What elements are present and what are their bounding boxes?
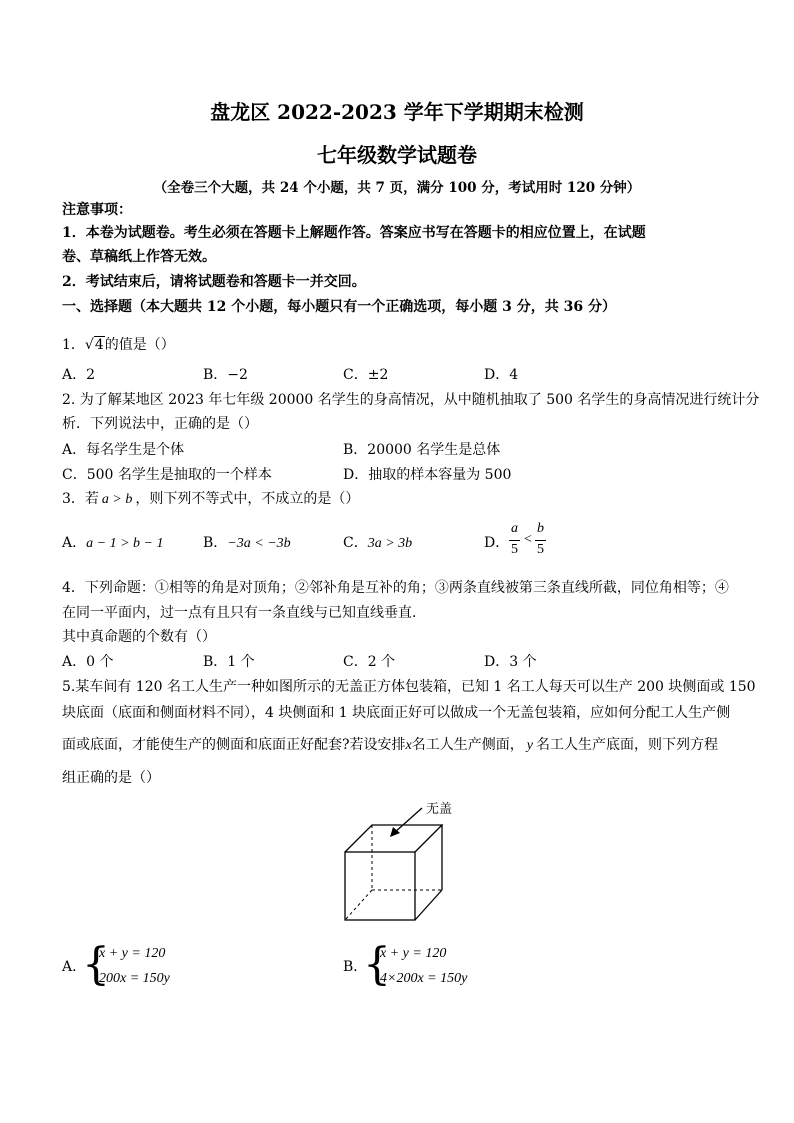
q5-option-b-label: B． — [343, 959, 368, 975]
question-2-cont: 析．下列说法中，正确的是（） — [62, 416, 258, 432]
fraction-bar — [509, 540, 520, 541]
exam-subject-title: 七年级数学试题卷 — [317, 143, 477, 167]
var-y: y — [526, 738, 533, 753]
q3-option-a: A．a − 1 > b − 1 — [62, 535, 164, 551]
q3-condition: a > b — [101, 492, 133, 507]
q2-option-b: B．20000 名学生是总体 — [343, 442, 501, 458]
q3-d-denominator-1: 5 — [511, 542, 518, 557]
sqrt-icon: √ — [84, 337, 94, 353]
exam-info: （全卷三个大题，共 24 个小题，共 7 页，满分 100 分，考试用时 120 分钟） — [153, 180, 641, 196]
question-5: 5.某车间有 120 名工人生产一种如图所示的无盖正方体包装箱，已知 1 名工人每天可以生产 200 块侧面或 150 — [62, 679, 756, 695]
q4-option-a: A．0 个 — [62, 654, 114, 670]
q4-option-d: D．3 个 — [484, 654, 537, 670]
q1-option-b: B．−2 — [203, 367, 248, 383]
figure-label: 无盖 — [426, 802, 453, 817]
question-4-prompt: 其中真命题的个数有（） — [62, 629, 216, 645]
left-brace-icon: { — [363, 939, 391, 990]
notice-heading: 注意事项： — [62, 202, 132, 218]
pointer-arrow — [394, 808, 422, 833]
q3-d-numerator-1: a — [511, 521, 518, 536]
question-5-cont2: 面或底面，才能使生产的侧面和底面正好配套?若设安排x名工人生产侧面， y 名工人生产底面，则下列方程 — [62, 737, 718, 753]
q3-d-relation: < — [524, 532, 532, 547]
q5-option-b-eq2: 4×200x = 150y — [380, 971, 468, 986]
q5-option-b-eq1: x + y = 120 — [380, 946, 447, 961]
q1-option-a: A．2 — [62, 367, 96, 383]
q4-option-b: B．1 个 — [203, 654, 255, 670]
question-3 — [62, 490, 359, 509]
question-4: 4．下列命题：①相等的角是对顶角；②邻补角是互补的角；③两条直线被第三条直线所截，同位角相等；④ — [62, 580, 729, 596]
q4-option-c: C．2 个 — [343, 654, 396, 670]
q5-option-a-eq1: x + y = 120 — [99, 946, 166, 961]
fraction-bar — [535, 540, 546, 541]
question-4-cont: 在同一平面内，过一点有且只有一条直线与已知直线垂直． — [62, 605, 426, 621]
notice-item-1: 1．本卷为试题卷。考生必须在答题卡上解题作答。答案应书写在答题卡的相应位置上，在试题 — [62, 225, 646, 241]
open-box-figure — [330, 795, 480, 927]
q5-option-a-label: A． — [62, 959, 87, 975]
q3-d-denominator-2: 5 — [537, 542, 544, 557]
hidden-edge — [345, 890, 372, 920]
q3-d-numerator-2: b — [537, 521, 544, 536]
q3-prefix: 3．若 — [62, 491, 99, 507]
exam-title: 盘龙区 2022-2023 学年下学期期末检测 — [210, 100, 584, 124]
q1-suffix: 的值是（） — [104, 337, 175, 353]
question-5-prompt: 组正确的是（） — [62, 770, 160, 786]
q2-option-a: A．每名学生是个体 — [62, 442, 185, 458]
side-edge — [415, 890, 442, 920]
q3-suffix: ，则下列不等式中，不成立的是（） — [135, 491, 360, 507]
q1-radicand: 4 — [94, 337, 104, 353]
var-x: x — [405, 738, 412, 753]
q1-option-c: C．±2 — [343, 367, 389, 383]
notice-item-1-cont: 卷、草稿纸上作答无效。 — [62, 249, 216, 265]
q1-option-d: D．4 — [484, 367, 519, 383]
q2-option-c: C．500 名学生是抽取的一个样本 — [62, 467, 272, 483]
q5-option-a-eq2: 200x = 150y — [99, 971, 170, 986]
left-brace-icon: { — [82, 939, 110, 990]
q2-option-d: D．抽取的样本容量为 500 — [343, 467, 512, 483]
question-2: 2. 为了解某地区 2023 年七年级 20000 名学生的身高情况，从中随机抽取了 500 名学生的身高情况进行统计分 — [62, 392, 760, 408]
q3-option-d-label: D． — [484, 535, 510, 551]
question-1 — [62, 336, 175, 354]
q3-option-b: B．−3a < −3b — [203, 535, 291, 551]
q3-option-c: C．3a > 3b — [343, 535, 413, 551]
question-5-cont: 块底面（底面和侧面材料不同），4 块侧面和 1 块底面正好可以做成一个无盖包装箱，应如何分配工人生产侧 — [62, 705, 731, 721]
section-heading: 一、选择题（本大题共 12 个小题，每小题只有一个正确选项，每小题 3 分，共 36 分） — [62, 299, 616, 315]
q1-prefix: 1． — [62, 337, 85, 353]
notice-item-2: 2．考试结束后，请将试题卷和答题卡一并交回。 — [62, 274, 366, 290]
front-face — [345, 852, 415, 920]
